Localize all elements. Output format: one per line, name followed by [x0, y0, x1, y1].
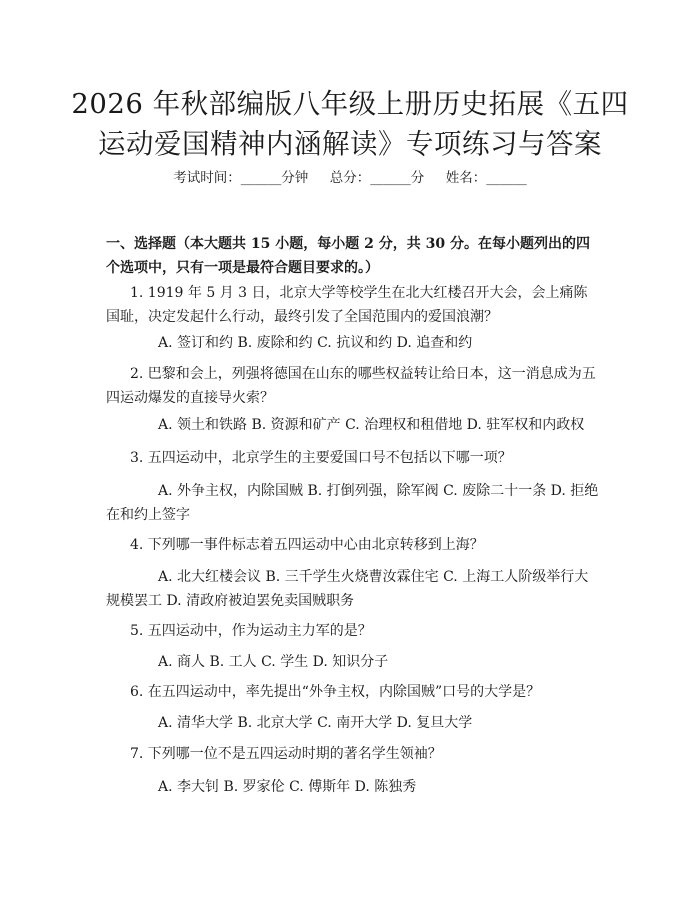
question-2: 2. 巴黎和会上，列强将德国在山东的哪些权益转让给日本，这一消息成为五四运动爆发的直接导火索？ — [106, 366, 596, 406]
question-3-options: A. 外争主权，内除国贼 B. 打倒列强，除军阀 C. 废除二十一条 D. 拒绝在和约上签字 — [106, 483, 599, 523]
section-heading: 一、选择题（本大题共 15 小题，每小题 2 分，共 30 分。在每小题列出的四个选项中，只有一项是最符合题目要求的。） — [106, 236, 590, 276]
exam-info-line: 考试时间：______分钟 总分：______分 姓名：______ — [173, 170, 527, 186]
title-line-2: 运动爱国精神内涵解读》专项练习与答案 — [98, 128, 602, 160]
question-3: 3. 五四运动中，北京学生的主要爱国口号不包括以下哪一项？ — [130, 450, 512, 466]
question-4-options: A. 北大红楼会议 B. 三千学生火烧曹汝霖住宅 C. 上海工人阶级举行大规模罢工 D. 清政府被迫罢免卖国贼职务 — [106, 569, 589, 609]
question-1-options: A. 签订和约 B. 废除和约 C. 抗议和约 D. 追查和约 — [158, 335, 473, 351]
question-6: 6. 在五四运动中，率先提出“外争主权，内除国贼”口号的大学是？ — [130, 684, 541, 700]
title-line-1: 2026 年秋部编版八年级上册历史拓展《五四 — [71, 88, 629, 120]
question-7: 7. 下列哪一位不是五四运动时期的著名学生领袖？ — [130, 746, 442, 762]
question-1: 1. 1919 年 5 月 3 日，北京大学等校学生在北大红楼召开大会，会上痛陈国耻，决定发起什么行动，最终引发了全国范围内的爱国浪潮？ — [106, 285, 588, 325]
document-title — [0, 84, 700, 164]
question-4: 4. 下列哪一事件标志着五四运动中心由北京转移到上海？ — [130, 537, 484, 553]
question-6-options: A. 清华大学 B. 北京大学 C. 南开大学 D. 复旦大学 — [158, 715, 473, 731]
question-7-options: A. 李大钊 B. 罗家伦 C. 傅斯年 D. 陈独秀 — [158, 779, 417, 795]
question-5-options: A. 商人 B. 工人 C. 学生 D. 知识分子 — [158, 654, 389, 670]
question-2-options: A. 领土和铁路 B. 资源和矿产 C. 治理权和租借地 D. 驻军权和内政权 — [158, 417, 585, 433]
question-5: 5. 五四运动中，作为运动主力军的是？ — [130, 623, 372, 639]
